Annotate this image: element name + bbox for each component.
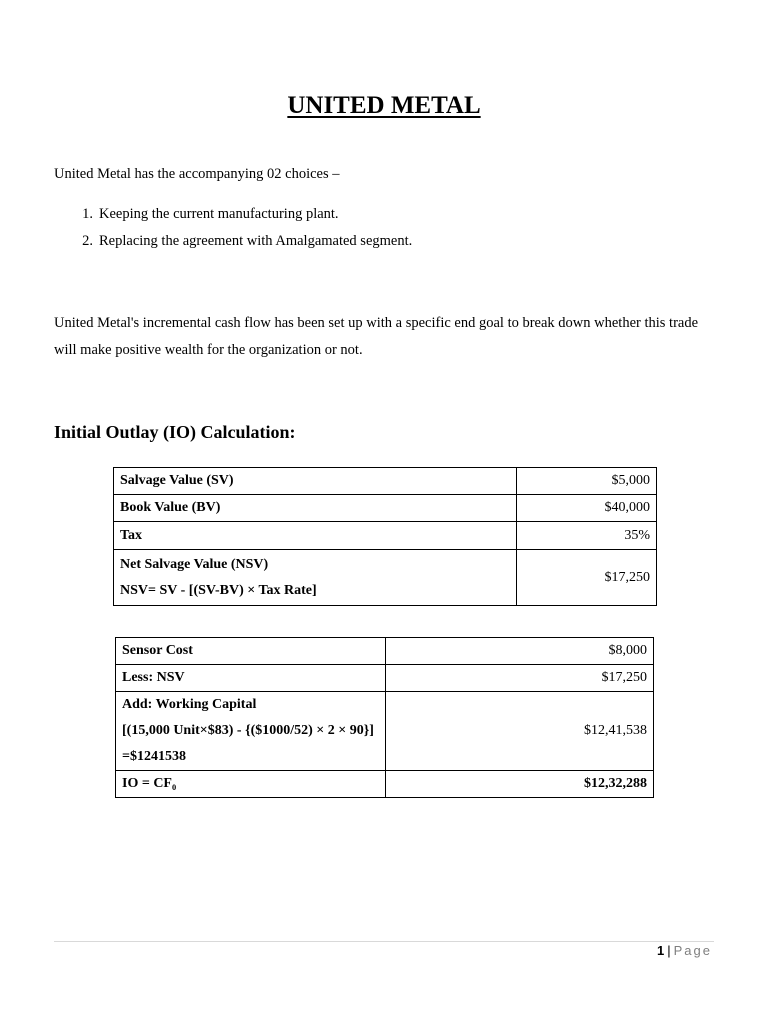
working-capital-label: Add: Working Capital xyxy=(122,697,257,712)
section-heading: Initial Outlay (IO) Calculation: xyxy=(54,422,296,442)
table-row xyxy=(116,771,654,798)
footer-separator: | xyxy=(667,943,671,958)
page-number: 1 xyxy=(657,943,665,958)
table-cell-label xyxy=(116,692,386,771)
page-word: Page xyxy=(673,943,712,958)
list-item-number: 1. xyxy=(82,206,93,222)
intro-text: United Metal has the accompanying 02 choices – xyxy=(54,166,340,182)
table-row xyxy=(116,665,654,692)
list-item xyxy=(54,206,412,233)
table-cell-value: $17,250 xyxy=(517,550,657,606)
nsv-formula: NSV= SV - [(SV-BV) × Tax Rate] xyxy=(120,582,317,598)
table-row xyxy=(114,468,657,495)
table-cell-label: Book Value (BV) xyxy=(114,495,517,522)
table-cell-label: Salvage Value (SV) xyxy=(114,468,517,495)
table-cell-label: IO = CF₀ xyxy=(116,771,386,798)
table-cell-value: $40,000 xyxy=(517,495,657,522)
table-cell-value: $17,250 xyxy=(386,665,654,692)
table-cell-label: Tax xyxy=(114,522,517,550)
table-cell-label: Less: NSV xyxy=(116,665,386,692)
list-item-text: Keeping the current manufacturing plant. xyxy=(99,206,339,222)
table-row xyxy=(116,638,654,665)
nsv-label: Net Salvage Value (NSV) xyxy=(120,556,269,572)
document-title: UNITED METAL xyxy=(287,92,481,119)
choices-list xyxy=(54,206,412,260)
salvage-value-table xyxy=(113,467,657,606)
table-cell-value: $8,000 xyxy=(386,638,654,665)
table-cell-value: $12,41,538 xyxy=(386,692,654,771)
table-cell-value: $5,000 xyxy=(517,468,657,495)
page-footer xyxy=(657,943,712,958)
working-capital-formula: [(15,000 Unit×$83) - {($1000/52) × 2 × 90}] =$1241538 xyxy=(122,723,374,764)
table-cell-label: Sensor Cost xyxy=(116,638,386,665)
list-item-number: 2. xyxy=(82,233,93,249)
list-item xyxy=(54,233,412,260)
table-cell-value: $12,32,288 xyxy=(386,771,654,798)
table-row xyxy=(114,550,657,606)
table-cell-label xyxy=(114,550,517,606)
table-row xyxy=(114,522,657,550)
footer-divider xyxy=(54,941,714,942)
table-row xyxy=(114,495,657,522)
table-cell-value: 35% xyxy=(517,522,657,550)
table-row xyxy=(116,692,654,771)
body-paragraph: United Metal's incremental cash flow has been set up with a specific end goal to break down whether this trade will make positive wealth for the organization or not. xyxy=(54,315,699,358)
initial-outlay-table xyxy=(115,637,654,798)
list-item-text: Replacing the agreement with Amalgamated segment. xyxy=(99,233,413,249)
